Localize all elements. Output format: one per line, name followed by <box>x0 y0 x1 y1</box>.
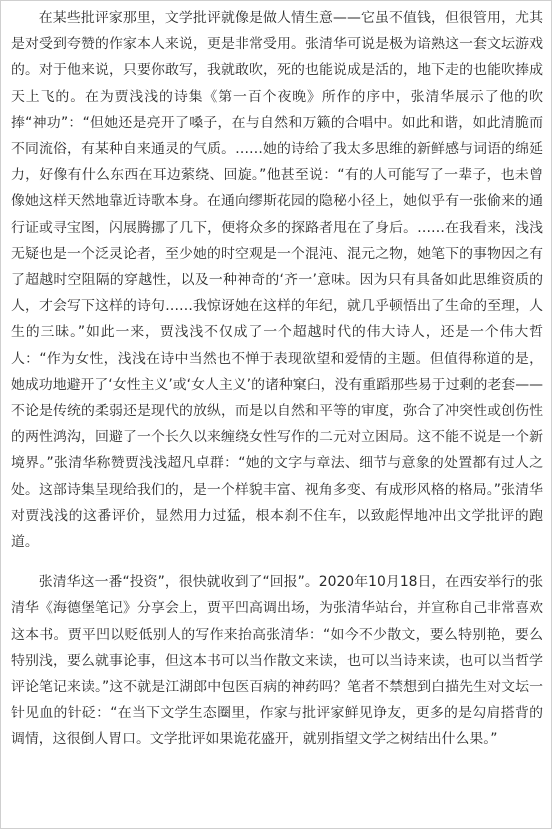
article-paragraph-2: 张清华这一番“投资”，很快就收到了“回报”。2020年10月18日，在西安举行的张清华《海德堡笔记》分享会上，贾平凹高调出场，为张清华站台，并宣称自己非常喜欢这本书。贾平凹以贬低别人的写作来抬高张清华：“如今不少散文，要么特别艳，要么特别浅，要么就事论事，但这本书可以当作散文来读，也可以当诗来读，也可以当哲学评论笔记来读。”这不就是江湖郎中包医百病的神药吗？笔者不禁想到白描先生对文坛一针见血的针砭：“在当下文学生态圈里，作家与批评家鲜见诤友，更多的是勾肩搭背的调情，这很倒人胃口。文学批评如果诡花盛开，就别指望文学之树结出什么果。” <box>11 574 543 748</box>
article-paragraph-1: 在某些批评家那里，文学批评就像是做人情生意——它虽不值钱，但很管用，尤其是对受到夸赞的作家本人来说，更是非常受用。张清华可说是极为谙熟这一套文坛游戏的。对于他来说，只要你敢写，我就敢吹，死的也能说成是活的，地下走的也能吹捧成天上飞的。在为贾浅浅的诗集《第一百个夜晚》所作的序中，张清华展示了他的吹捧“神功”：“但她还是亮开了嗓子，在与自然和万籁的合唱中。如此和谐，如此清脆而不同流俗，有某种自来通灵的气质。……她的诗给了我太多思维的新鲜感与词语的绵延力，好像有什么东西在耳边萦绕、回旋。”他甚至说：“有的人可能写了一辈子，也未曾像她这样天然地靠近诗歌本身。在通向缪斯花园的隐秘小径上，她似乎有一张偷来的通行证或寻宝图，闪展腾挪了几下，便将众多的探路者甩在了身后。……在我看来，浅浅无疑也是一个泛灵论者，至少她的时空观是一个混沌、混元之物，她笔下的事物因之有了超越时空阻隔的穿越性，以及一种神奇的‘齐一’意味。因为只有具备如此思维资质的人，才会写下这样的诗句……我惊讶她在这样的年纪，就几乎顿悟出了生命的至理，人生的三昧。”如此一来，贾浅浅不仅成了一个超越时代的伟大诗人，还是一个伟大哲人：“作为女性，浅浅在诗中当然也不惮于表现欲望和爱情的主题。但值得称道的是，她成功地避开了‘女性主义’或‘女人主义’的诸种窠臼，没有重蹈那些易于过剩的老套——不论是传统的柔弱还是现代的放纵，而是以自然和平等的审度，弥合了冲突性或创伤性的两性鸿沟，回避了一个长久以来缠绕女性写作的二元对立困局。这不能不说是一个新境界。”张清华称赞贾浅浅超凡卓群：“她的文字与章法、细节与意象的处置都有过人之处。这部诗集呈现给我们的，是一个样貌丰富、视角多变、有成形风格的格局。”张清华对贾浅浅的这番评价，显然用力过猛，根本刹不住车，以致彪悍地冲出文学批评的跑道。 <box>11 10 543 551</box>
